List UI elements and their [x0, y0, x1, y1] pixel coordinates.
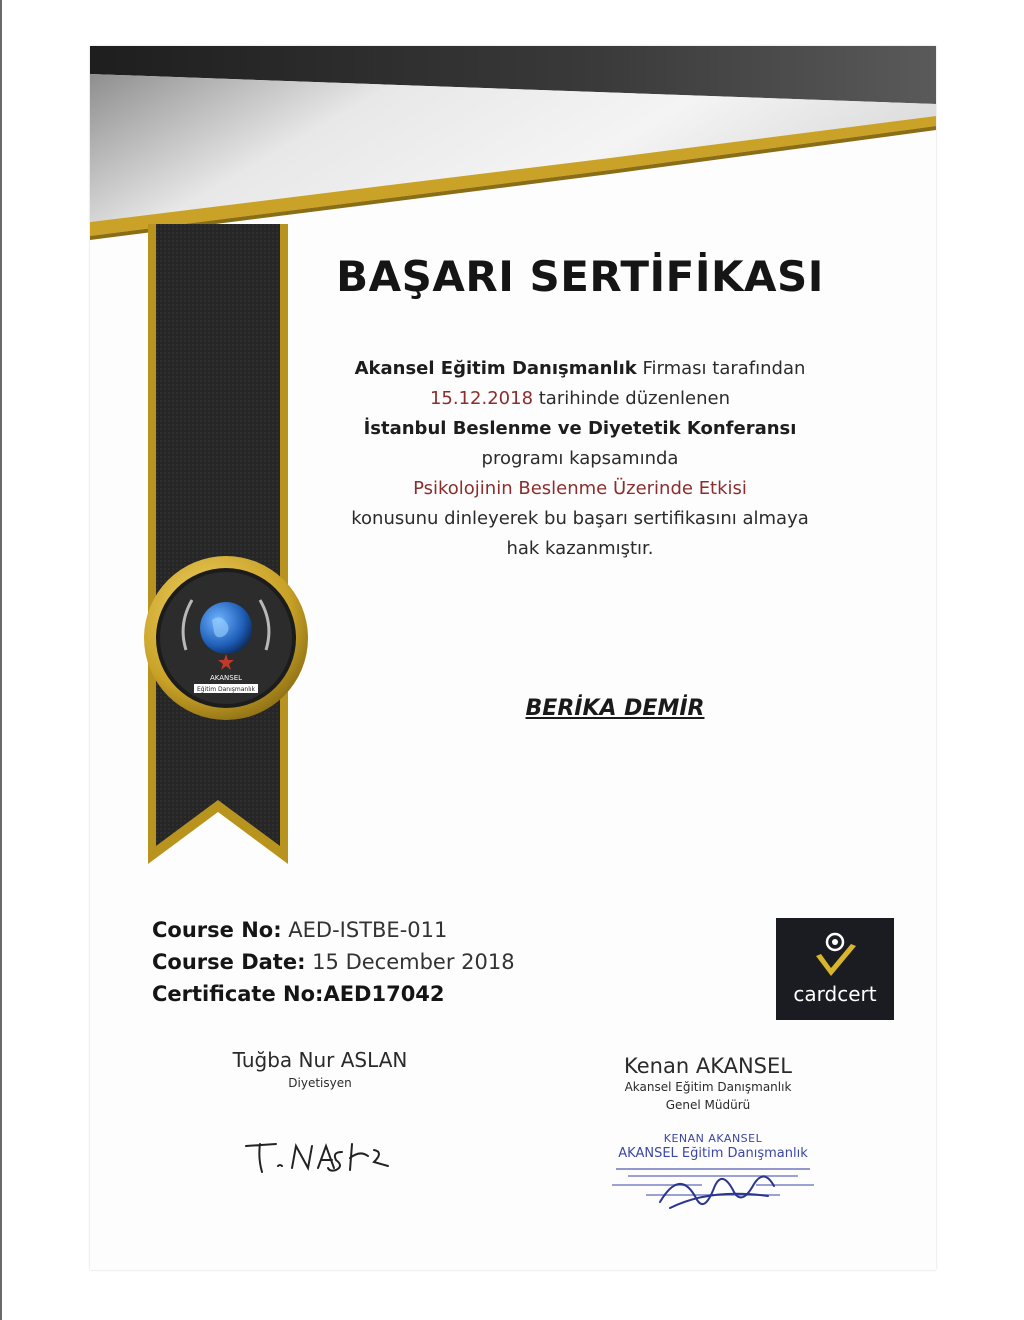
signer-right-title: Genel Müdürü	[665, 1098, 751, 1112]
certificate-title: BAŞARI SERTİFİKASI	[336, 252, 824, 301]
event-date: 15.12.2018	[429, 388, 534, 409]
course-date-label: Course Date:	[152, 950, 306, 974]
certificate-no-row	[152, 978, 515, 1010]
course-info	[152, 914, 515, 1010]
signature-left	[190, 1048, 450, 1090]
event-name: İstanbul Beslenme ve Diyetetik Konferansı	[363, 418, 797, 439]
body-line-2	[290, 384, 870, 414]
cardcert-text: cardcert	[793, 982, 877, 1006]
body-line-4: programı kapsamında	[481, 448, 679, 469]
body-text: Firması tarafından	[636, 358, 806, 379]
body-line-1	[290, 354, 870, 384]
seal-name-text: AKANSEL	[209, 674, 243, 682]
signer-right-name: Kenan AKANSEL	[624, 1054, 792, 1078]
stamp-company: AKANSEL Eğitim Danışmanlık	[618, 1146, 808, 1161]
cardcert-badge	[776, 918, 894, 1020]
organizer-name: Akansel Eğitim Danışmanlık	[354, 358, 637, 379]
course-date-row	[152, 946, 515, 978]
certificate-body	[290, 354, 870, 564]
course-no-label: Course No:	[152, 918, 282, 942]
company-seal-icon	[142, 554, 310, 722]
ribbon-decoration	[148, 224, 288, 864]
checkmark-badge-icon	[804, 928, 866, 988]
top-decorative-band	[90, 46, 936, 246]
signature-right	[568, 1054, 848, 1114]
certificate	[90, 46, 936, 1270]
signer-left-role: Diyetisyen	[288, 1076, 352, 1090]
signer-right-company: Akansel Eğitim Danışmanlık	[624, 1080, 792, 1094]
course-date-value: 15 December 2018	[312, 950, 515, 974]
body-line-6: konusunu dinleyerek bu başarı sertifikasını almaya	[351, 508, 809, 529]
company-stamp	[600, 1132, 826, 1222]
certificate-no-label: Certificate No:	[152, 982, 324, 1006]
seal-subtitle-text: Eğitim Danışmanlık	[196, 686, 256, 693]
certificate-no-value: AED17042	[323, 982, 445, 1006]
topic-name: Psikolojinin Beslenme Üzerinde Etkisi	[413, 478, 747, 499]
recipient-name: BERİKA DEMİR	[525, 696, 705, 721]
page-edge-line	[0, 0, 2, 1320]
handwritten-signature-left	[234, 1128, 404, 1178]
stamp-name: KENAN AKANSEL	[663, 1132, 763, 1145]
signer-left-name: Tuğba Nur ASLAN	[232, 1048, 408, 1072]
handwritten-signature-right	[650, 1158, 780, 1218]
body-line-7: hak kazanmıştır.	[506, 538, 654, 559]
course-no-row	[152, 914, 515, 946]
body-text: tarihinde düzenlenen	[533, 388, 731, 409]
course-no-value: AED-ISTBE-011	[288, 918, 448, 942]
